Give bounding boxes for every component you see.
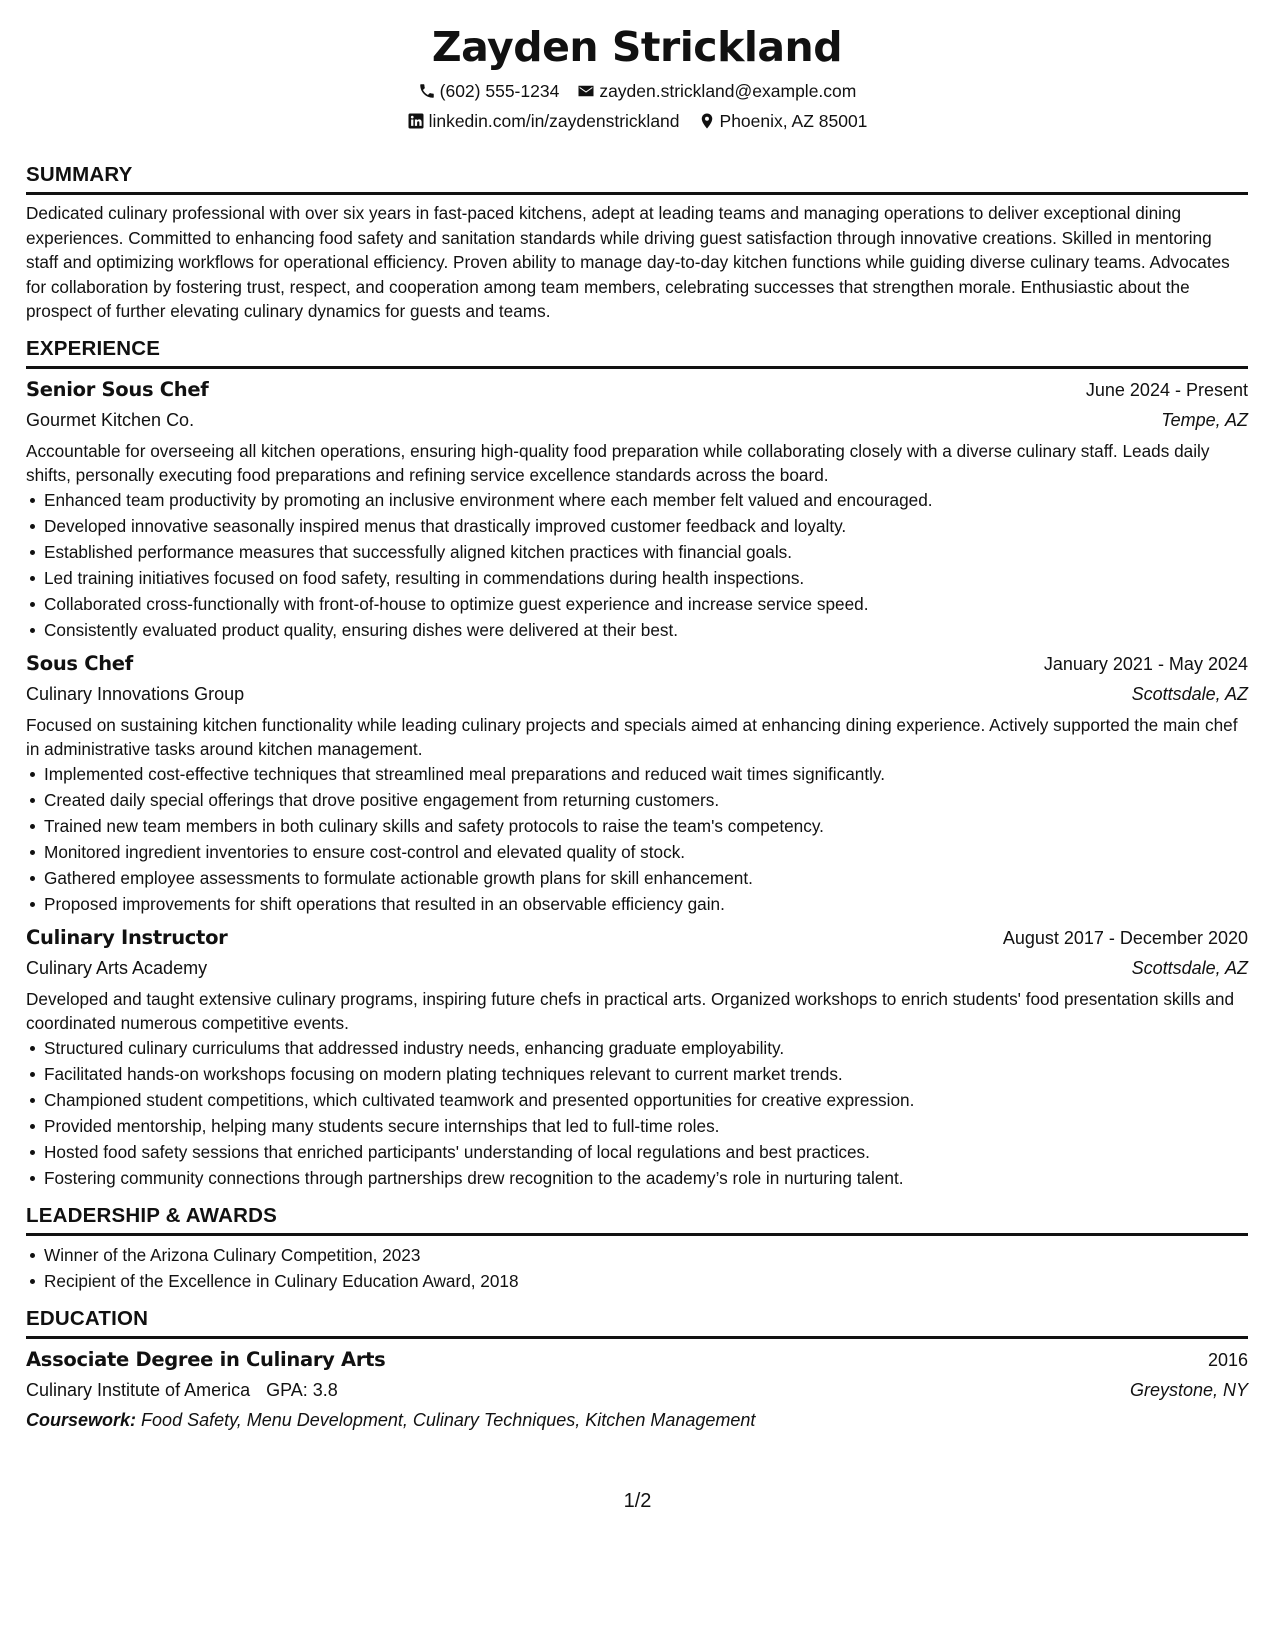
contact-row-1: [26, 76, 1248, 106]
job-description: Focused on sustaining kitchen functionality while leading culinary projects and specials aimed at enhancing dining experience. Actively supported the main chef in administrative tasks around kitchen management.: [26, 714, 1238, 759]
job-entry: [26, 649, 1248, 917]
education-entry: [26, 1345, 1248, 1435]
job-description: Developed and taught extensive culinary programs, inspiring future chefs in practical arts. Organized workshops to enrich students' food presentation skills and coordinated numerous competitive events.: [26, 988, 1235, 1033]
list-item: Winner of the Arizona Culinary Competition, 2023: [44, 1242, 1248, 1268]
phone-icon: [418, 82, 436, 100]
experience-heading: EXPERIENCE: [26, 336, 1248, 369]
linkedin-icon: [407, 112, 425, 130]
list-item: Hosted food safety sessions that enriched participants' understanding of local regulations and best practices.: [44, 1139, 1248, 1165]
job-location: Scottsdale, AZ: [1131, 957, 1248, 978]
list-item: Facilitated hands-on workshops focusing on modern plating techniques relevant to current market trends.: [44, 1061, 1248, 1087]
location-text: Phoenix, AZ 85001: [719, 111, 868, 131]
summary-text: Dedicated culinary professional with over six years in fast-paced kitchens, adept at leading teams and managing operations to deliver exceptional dining experiences. Committed to enhancing food safety and sanitation standards while driving guest satisfaction through innovative creations. Skilled in mentoring staff and optimizing workflows for operational efficiency. Proven ability to manage day-to-day kitchen functions while guiding diverse culinary teams. Advocates for collaboration by fostering trust, respect, and cooperation among team members, celebrating successes that strengthen morale. Enthusiastic about the prospect of further elevating culinary dynamics for guests and teams.: [26, 203, 1230, 321]
job-bullets: [26, 1035, 1248, 1191]
school-location: Greystone, NY: [1129, 1379, 1248, 1400]
school-name: Culinary Institute of America: [26, 1379, 251, 1400]
contact-row-2: [26, 106, 1248, 136]
list-item: Trained new team members in both culinary skills and safety protocols to raise the team's competency.: [44, 813, 1248, 839]
phone-text: (602) 555-1234: [439, 81, 560, 101]
list-item: Enhanced team productivity by promoting an inclusive environment where each member felt valued and encouraged.: [44, 487, 1248, 513]
leadership-heading: LEADERSHIP & AWARDS: [26, 1203, 1248, 1236]
phone-contact: [418, 76, 560, 106]
job-dates: June 2024 - Present: [1085, 379, 1248, 400]
envelope-icon: [577, 82, 595, 100]
resume-page: [26, 20, 1248, 1435]
list-item: Developed innovative seasonally inspired menus that drastically improved customer feedback and loyalty.: [44, 513, 1248, 539]
list-item: Championed student competitions, which cultivated teamwork and presented opportunities for creative expression.: [44, 1087, 1248, 1113]
job-title: Sous Chef: [26, 651, 133, 675]
map-pin-icon: [698, 112, 716, 130]
job-company: Culinary Innovations Group: [26, 683, 245, 704]
awards-list: [26, 1242, 1248, 1294]
linkedin-text[interactable]: linkedin.com/in/zaydenstrickland: [428, 111, 680, 131]
graduation-year: 2016: [1207, 1349, 1248, 1370]
list-item: Fostering community connections through partnerships drew recognition to the academy’s role in nurturing talent.: [44, 1165, 1248, 1191]
email-contact[interactable]: [577, 76, 856, 106]
email-text[interactable]: zayden.strickland@example.com: [599, 81, 857, 101]
job-company: Gourmet Kitchen Co.: [26, 409, 195, 430]
page-number: 1/2: [623, 1490, 652, 1512]
list-item: Provided mentorship, helping many students secure internships that led to full-time roles.: [44, 1113, 1248, 1139]
linkedin-contact[interactable]: [407, 106, 680, 136]
list-item: Created daily special offerings that drove positive engagement from returning customers.: [44, 787, 1248, 813]
job-title: Culinary Instructor: [26, 925, 228, 949]
degree-title: Associate Degree in Culinary Arts: [26, 1347, 386, 1371]
list-item: Established performance measures that successfully aligned kitchen practices with financial goals.: [44, 539, 1248, 565]
education-heading: EDUCATION: [26, 1306, 1248, 1339]
job-entry: [26, 375, 1248, 643]
location-contact: [698, 106, 868, 136]
list-item: Consistently evaluated product quality, ensuring dishes were delivered at their best.: [44, 617, 1248, 643]
coursework: [26, 1405, 1248, 1435]
list-item: Recipient of the Excellence in Culinary Education Award, 2018: [44, 1268, 1248, 1294]
gpa: GPA: 3.8: [266, 1379, 338, 1400]
coursework-list: Food Safety, Menu Development, Culinary Techniques, Kitchen Management: [141, 1409, 756, 1430]
coursework-label: Coursework:: [26, 1409, 137, 1430]
job-location: Scottsdale, AZ: [1131, 683, 1248, 704]
job-dates: August 2017 - December 2020: [1002, 927, 1248, 948]
job-description: Accountable for overseeing all kitchen operations, ensuring high-quality food preparation while collaborating closely with a diverse culinary staff. Leads daily shifts, personally executing food preparations and refining service excellence standards across the board.: [26, 440, 1210, 485]
list-item: Led training initiatives focused on food safety, resulting in commendations during health inspections.: [44, 565, 1248, 591]
job-dates: January 2021 - May 2024: [1043, 653, 1248, 674]
list-item: Collaborated cross-functionally with front-of-house to optimize guest experience and increase service speed.: [44, 591, 1248, 617]
list-item: Proposed improvements for shift operations that resulted in an observable efficiency gain.: [44, 891, 1248, 917]
job-bullets: [26, 487, 1248, 643]
summary-heading: SUMMARY: [26, 162, 1248, 195]
job-company: Culinary Arts Academy: [26, 957, 208, 978]
job-title: Senior Sous Chef: [26, 377, 209, 401]
list-item: Gathered employee assessments to formulate actionable growth plans for skill enhancement.: [44, 865, 1248, 891]
list-item: Implemented cost-effective techniques that streamlined meal preparations and reduced wait times significantly.: [44, 761, 1248, 787]
list-item: Monitored ingredient inventories to ensure cost-control and elevated quality of stock.: [44, 839, 1248, 865]
job-entry: [26, 923, 1248, 1191]
job-bullets: [26, 761, 1248, 917]
job-location: Tempe, AZ: [1161, 409, 1248, 430]
list-item: Structured culinary curriculums that addressed industry needs, enhancing graduate employability.: [44, 1035, 1248, 1061]
candidate-name: Zayden Strickland: [431, 23, 843, 71]
